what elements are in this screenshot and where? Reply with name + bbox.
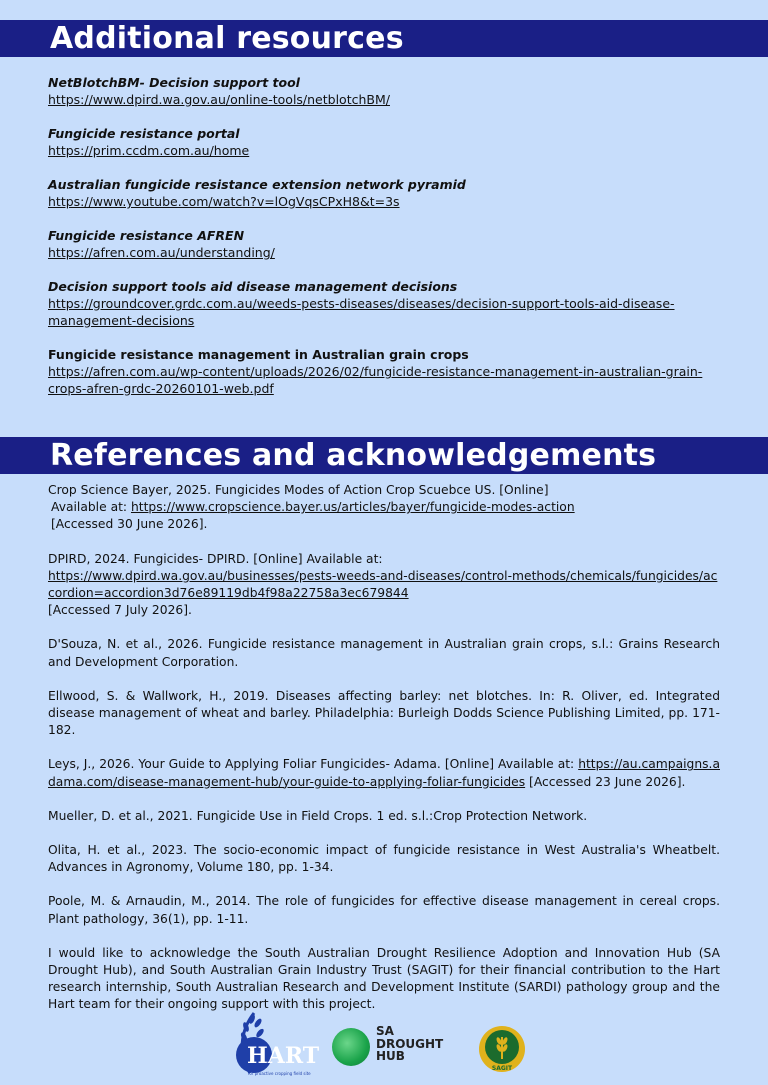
hub-line: HUB [376,1049,405,1063]
section-heading-references: References and acknowledgements [0,437,768,474]
reference-dsouza: D'Souza, N. et al., 2026. Fungicide resistance management in Australian grain crops, s.l.: Grains Research and Development Corporation. [48,637,720,669]
resource-link[interactable]: https://groundcover.grdc.com.au/weeds-pests-diseases/diseases/decision-support-tools-aid-disease-management-decisions [48,296,675,328]
reference-bayer [48,482,720,534]
resource-item [48,278,728,329]
sa-drought-hub-emblem-icon [332,1028,370,1066]
reference-accessed: [Accessed 30 June 2026]. [51,517,208,532]
resource-title: Fungicide resistance portal [48,126,240,141]
reference-accessed: [Accessed 7 July 2026]. [48,603,192,618]
resource-title: Australian fungicide resistance extension network pyramid [48,177,466,192]
resource-item [48,176,728,210]
reference-text: Crop Science Bayer, 2025. Fungicides Modes of Action Crop Scuebce US. [Online] [48,483,549,497]
resource-item [48,346,728,397]
drought-line: DROUGHT [376,1036,444,1051]
reference-available: Available at: [51,500,131,515]
reference-mueller: Mueller, D. et al., 2021. Fungicide Use in Field Crops. 1 ed. s.l.:Crop Protection Network. [48,808,588,823]
resources-list [48,74,728,414]
resource-item [48,125,728,159]
resource-link[interactable]: https://afren.com.au/understanding/ [48,245,275,260]
hart-logo [232,1005,322,1077]
hart-logo-tagline: for proactive cropping field site [248,1071,311,1076]
resource-title: Fungicide resistance management in Australian grain crops [48,347,469,362]
reference-ellwood: Ellwood, S. & Wallwork, H., 2019. Diseases affecting barley: net blotches. In: R. Oliver, ed. Integrated disease management of wheat and barley. Philadelphia: Burleigh Dodds Science Publishing Limited, pp. 171-182. [48,688,720,738]
acknowledgement-paragraph: I would like to acknowledge the South Australian Drought Resilience Adoption and Innovation Hub (SA Drought Hub), and South Australian Grain Industry Trust (SAGIT) for their financial contribution to the Hart research internship, South Australian Research and Development Institute (SARDI) pathology group and the Hart team for their ongoing support with this project. [48,945,720,1012]
reference-poole: Poole, M. & Arnaudin, M., 2014. The role of fungicides for effective disease management in cereal crops. Plant pathology, 36(1), pp. 1-11. [48,894,720,926]
reference-text: Leys, J., 2026. Your Guide to Applying Foliar Fungicides- Adama. [Online] Available at: [48,757,579,772]
reference-link[interactable]: https://au.campaigns.adama.com/disease-management-hub/your-guide-to-applying-foliar-fungicides [48,757,720,789]
resource-link[interactable]: https://www.youtube.com/watch?v=lOgVqsCPxH8&t=3s [48,194,400,209]
resource-item [48,74,728,108]
reference-text: DPIRD, 2024. Fungicides- DPIRD. [Online] Available at: [48,551,383,566]
resource-link[interactable]: https://www.dpird.wa.gov.au/online-tools/netblotchBM/ [48,92,390,107]
resource-item [48,227,728,261]
reference-link[interactable]: https://www.dpird.wa.gov.au/businesses/pests-weeds-and-diseases/control-methods/chemicals/fungicides/accordion=accordion3d76e89119db4f98a22758a3ec679844 [48,568,718,601]
sagit-logo-text: SAGIT [491,1065,513,1072]
reference-accessed: [Accessed 23 June 2026]. [525,774,686,789]
sa-drought-hub-logo [332,1025,452,1070]
section-heading-resources: Additional resources [0,20,768,57]
sa-line: SA [376,1024,394,1038]
reference-olita: Olita, H. et al., 2023. The socio-economic impact of fungicide resistance in West Australia's Wheatbelt. Advances in Agronomy, Volume 180, pp. 1-34. [48,843,720,875]
sponsor-logos [0,1000,768,1080]
reference-dpird [48,551,720,620]
resource-title: NetBlotchBM- Decision support tool [48,75,300,90]
reference-link[interactable]: https://www.cropscience.bayer.us/articles/bayer/fungicide-modes-action [130,500,575,515]
sa-drought-hub-text [376,1025,443,1063]
resource-title: Fungicide resistance AFREN [48,228,245,243]
resource-link[interactable]: https://afren.com.au/wp-content/uploads/2026/02/fungicide-resistance-management-in-australian-grain-crops-afren-grdc-20260101-web.pdf [48,364,703,396]
resource-link[interactable]: https://prim.ccdm.com.au/home [48,143,250,158]
resource-title: Decision support tools aid disease management decisions [48,279,458,294]
hart-logo-text: HART [247,1043,320,1069]
references-list [48,482,720,1031]
reference-leys [48,756,720,790]
sagit-logo [478,1025,526,1073]
